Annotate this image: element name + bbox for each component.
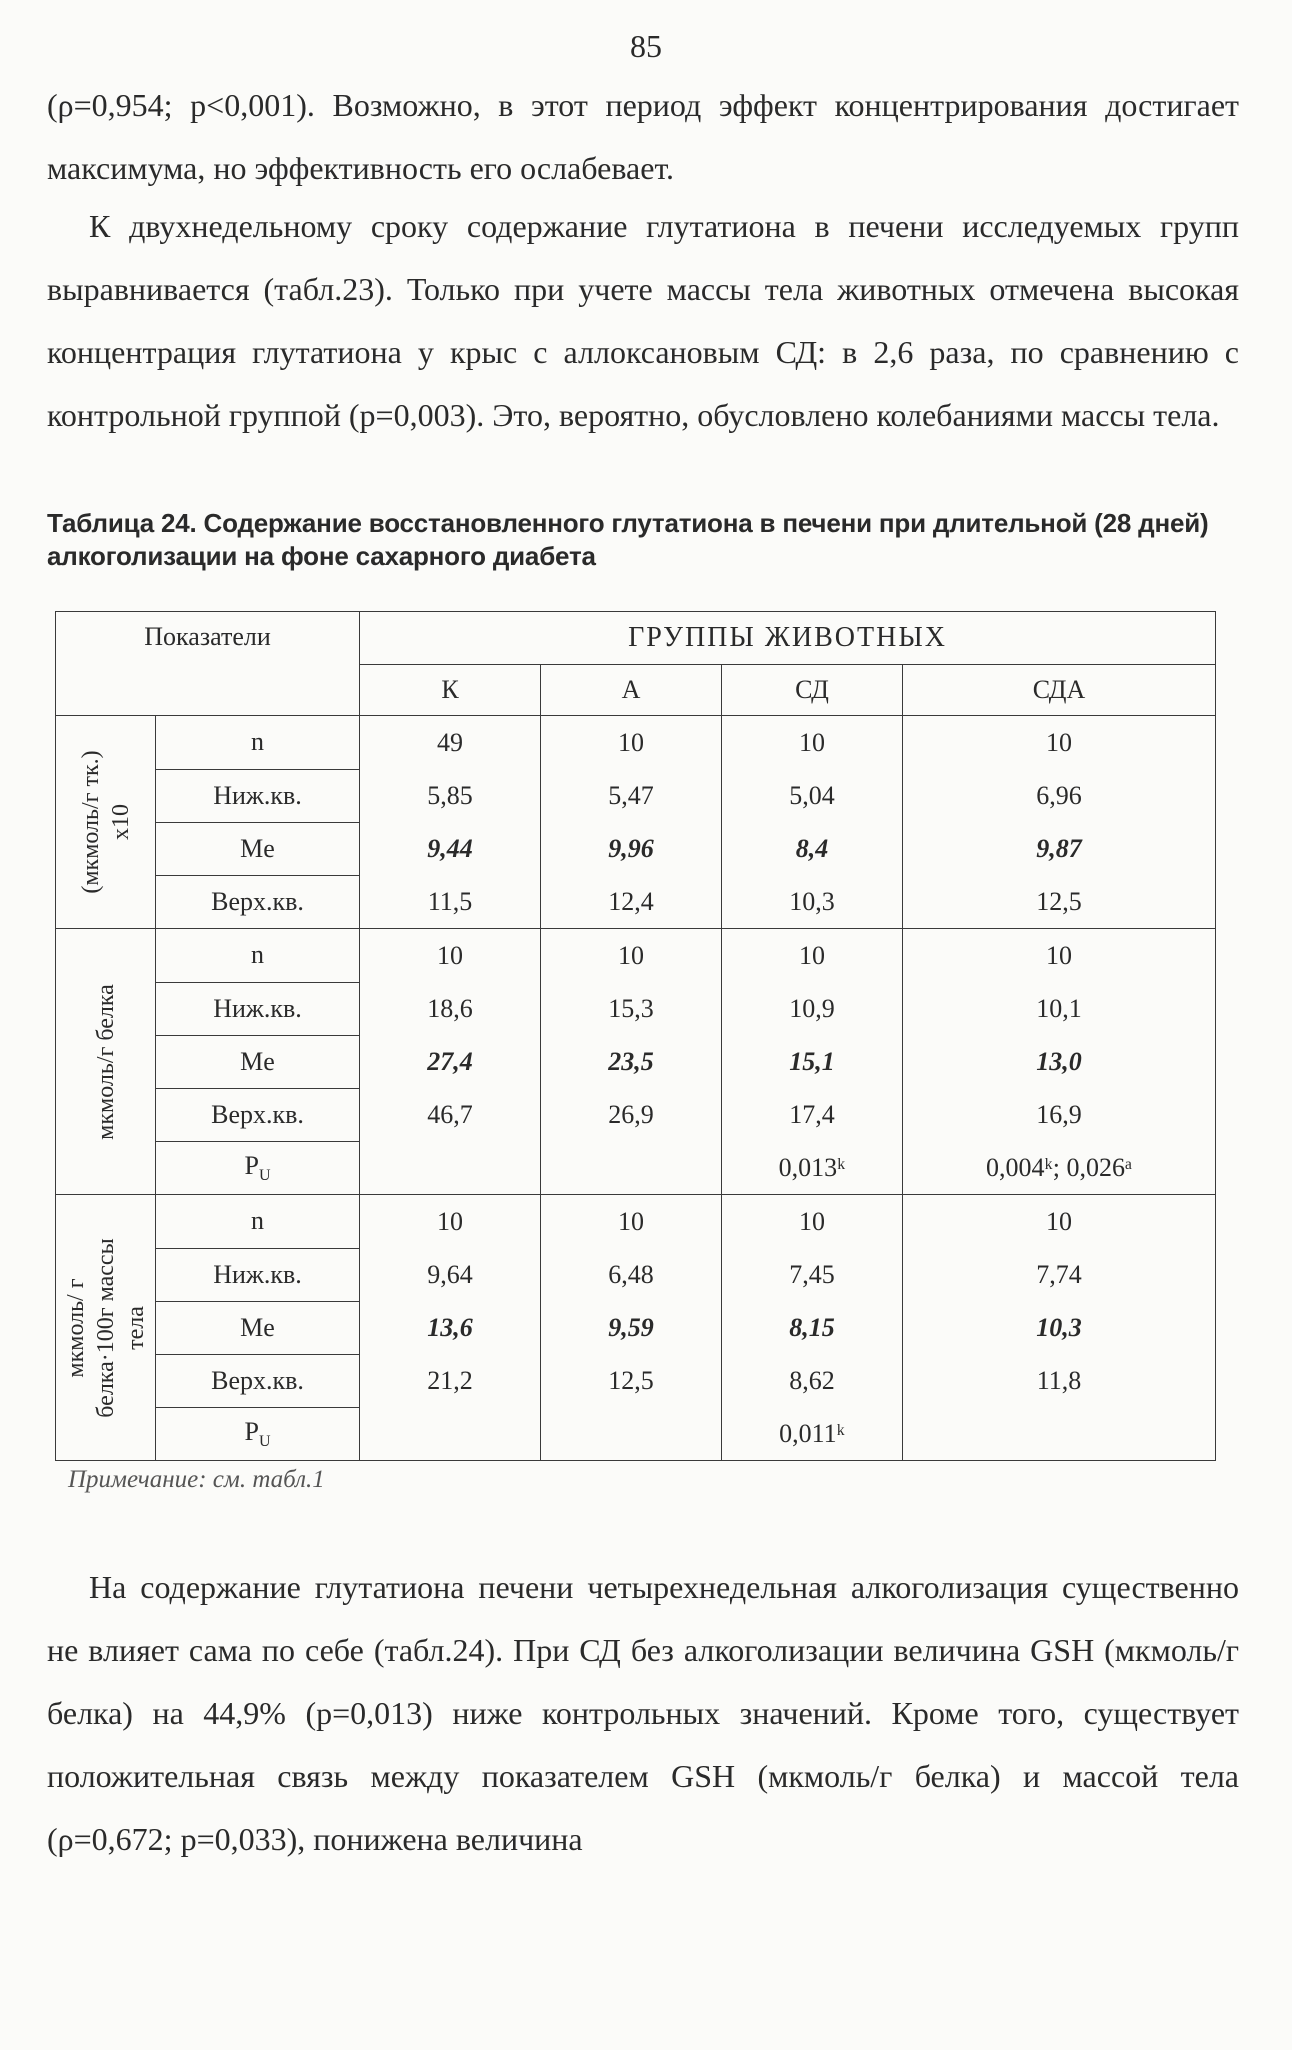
- table-row: [56, 875, 1216, 929]
- table-cell: 10: [541, 1195, 722, 1249]
- table-row: [56, 1141, 1216, 1195]
- table-cell: 23,5: [541, 1035, 722, 1088]
- section-unit-label: [56, 929, 156, 1195]
- table-cell: 7,74: [903, 1248, 1216, 1301]
- table-cell: 0,004ᵏ; 0,026ᵃ: [903, 1141, 1216, 1195]
- table-cell: [360, 1141, 541, 1195]
- table-cell: 21,2: [360, 1354, 541, 1407]
- table-cell: 12,5: [903, 875, 1216, 929]
- table-cell: 13,0: [903, 1035, 1216, 1088]
- table-cell: 18,6: [360, 982, 541, 1035]
- table-cell: [903, 1407, 1216, 1461]
- page-number: 85: [630, 28, 662, 64]
- stat-label: Ниж.кв.: [156, 1248, 360, 1301]
- table-cell: 5,47: [541, 769, 722, 822]
- table-cell: 49: [360, 716, 541, 770]
- table-cell: 9,96: [541, 822, 722, 875]
- table-cell: 10: [903, 716, 1216, 770]
- table-cell: 15,3: [541, 982, 722, 1035]
- column-header: СДА: [903, 665, 1216, 716]
- table-cell: 10,3: [722, 875, 903, 929]
- table-cell: 11,5: [360, 875, 541, 929]
- unit-label-line: мкмоль/ г: [62, 1277, 89, 1378]
- stat-label: $P_U$: [156, 1407, 360, 1461]
- table-cell: [360, 1407, 541, 1461]
- table-row: [56, 1354, 1216, 1407]
- table-note: Примечание: см. табл.1: [68, 1466, 325, 1493]
- table-row: [56, 1248, 1216, 1301]
- glutathione-table: [55, 611, 1216, 1461]
- stat-label: Ниж.кв.: [156, 769, 360, 822]
- table-cell: 8,15: [722, 1301, 903, 1354]
- paragraph-3: На содержание глутатиона печени четырехнедельная алкоголизация существенно не влияет сама по себе (табл.24). При СД без алкоголизации величина GSH (мкмоль/г белка) на 44,9% (p=0,013) ниже контрольных значений. Кроме того, существует положительная связь между показателем GSH (мкмоль/г белка) и массой тела (ρ=0,672; p=0,033), понижена величина: [47, 1569, 1239, 1857]
- table-cell: 27,4: [360, 1035, 541, 1088]
- table-cell: 46,7: [360, 1088, 541, 1141]
- header-groups: ГРУППЫ ЖИВОТНЫХ: [360, 612, 1216, 665]
- table-row: [56, 982, 1216, 1035]
- header-indicators: Показатели: [56, 612, 360, 716]
- table-cell: 9,44: [360, 822, 541, 875]
- table-cell: 8,62: [722, 1354, 903, 1407]
- stat-label: Me: [156, 822, 360, 875]
- stat-label: n: [156, 929, 360, 983]
- stat-label: Ниж.кв.: [156, 982, 360, 1035]
- paragraph-2: К двухнедельному сроку содержание глутатиона в печени исследуемых групп выравнивается (табл.23). Только при учете массы тела животных отмечена высокая концентрация глутатиона у крыс с аллоксановым СД: в 2,6 раза, по сравнению с контрольной группой (p=0,003). Это, вероятно, обусловлено колебаниями массы тела.: [47, 208, 1239, 433]
- table-cell: 9,87: [903, 822, 1216, 875]
- unit-label-line: мкмоль/г белка: [92, 983, 119, 1140]
- table-cell: 10: [360, 929, 541, 983]
- table-cell: 12,4: [541, 875, 722, 929]
- table-row: [56, 769, 1216, 822]
- table-row: [56, 1088, 1216, 1141]
- stat-label: $P_U$: [156, 1141, 360, 1195]
- stat-label: Me: [156, 1301, 360, 1354]
- table-row: [56, 929, 1216, 983]
- table-cell: 17,4: [722, 1088, 903, 1141]
- section-unit-label: [56, 1195, 156, 1461]
- table-cell: 10: [722, 716, 903, 770]
- table-cell: 8,4: [722, 822, 903, 875]
- column-header: А: [541, 665, 722, 716]
- table-cell: 10: [722, 1195, 903, 1249]
- table-cell: 10: [360, 1195, 541, 1249]
- table-cell: 9,59: [541, 1301, 722, 1354]
- table-row: [56, 1407, 1216, 1461]
- unit-label-line: тела: [122, 1305, 149, 1350]
- table-cell: [541, 1407, 722, 1461]
- table-caption: Таблица 24. Содержание восстановленного глутатиона в печени при длительной (28 дней) алкоголизации на фоне сахарного диабета: [47, 508, 1209, 571]
- stat-label: n: [156, 716, 360, 770]
- stat-subscript: U: [258, 1432, 271, 1450]
- unit-label-line: (мкмоль/г тк.): [77, 750, 104, 894]
- table-cell: 16,9: [903, 1088, 1216, 1141]
- unit-label-line: белка·100г массы: [92, 1237, 119, 1418]
- table-cell: 26,9: [541, 1088, 722, 1141]
- stat-label: Верх.кв.: [156, 875, 360, 929]
- table-cell: 10: [541, 929, 722, 983]
- table-cell: [541, 1141, 722, 1195]
- table-cell: 12,5: [541, 1354, 722, 1407]
- table-cell: 9,64: [360, 1248, 541, 1301]
- table-cell: 10,3: [903, 1301, 1216, 1354]
- table-cell: 10: [722, 929, 903, 983]
- stat-label: Me: [156, 1035, 360, 1088]
- table-cell: 7,45: [722, 1248, 903, 1301]
- table-cell: 6,48: [541, 1248, 722, 1301]
- table-cell: 10,1: [903, 982, 1216, 1035]
- column-header: К: [360, 665, 541, 716]
- table-cell: 10,9: [722, 982, 903, 1035]
- table-cell: 0,013ᵏ: [722, 1141, 903, 1195]
- table-row: [56, 716, 1216, 770]
- table-row: [56, 1301, 1216, 1354]
- stat-label: Верх.кв.: [156, 1088, 360, 1141]
- table-cell: 13,6: [360, 1301, 541, 1354]
- column-header: СД: [722, 665, 903, 716]
- stat-subscript: U: [258, 1166, 271, 1184]
- stat-label: n: [156, 1195, 360, 1249]
- table-cell: 5,04: [722, 769, 903, 822]
- table-cell: 5,85: [360, 769, 541, 822]
- table-cell: 10: [903, 1195, 1216, 1249]
- table-cell: 10: [541, 716, 722, 770]
- table-row: [56, 1035, 1216, 1088]
- unit-label-line: x10: [107, 804, 134, 841]
- table-cell: 10: [903, 929, 1216, 983]
- table-row: [56, 822, 1216, 875]
- stat-label: Верх.кв.: [156, 1354, 360, 1407]
- table-row: [56, 1195, 1216, 1249]
- section-unit-label: [56, 716, 156, 929]
- table-cell: 15,1: [722, 1035, 903, 1088]
- table-cell: 6,96: [903, 769, 1216, 822]
- table-cell: 0,011ᵏ: [722, 1407, 903, 1461]
- paragraph-1: (ρ=0,954; p<0,001). Возможно, в этот период эффект концентрирования достигает максимума, но эффективность его ослабевает.: [47, 87, 1239, 186]
- table-cell: 11,8: [903, 1354, 1216, 1407]
